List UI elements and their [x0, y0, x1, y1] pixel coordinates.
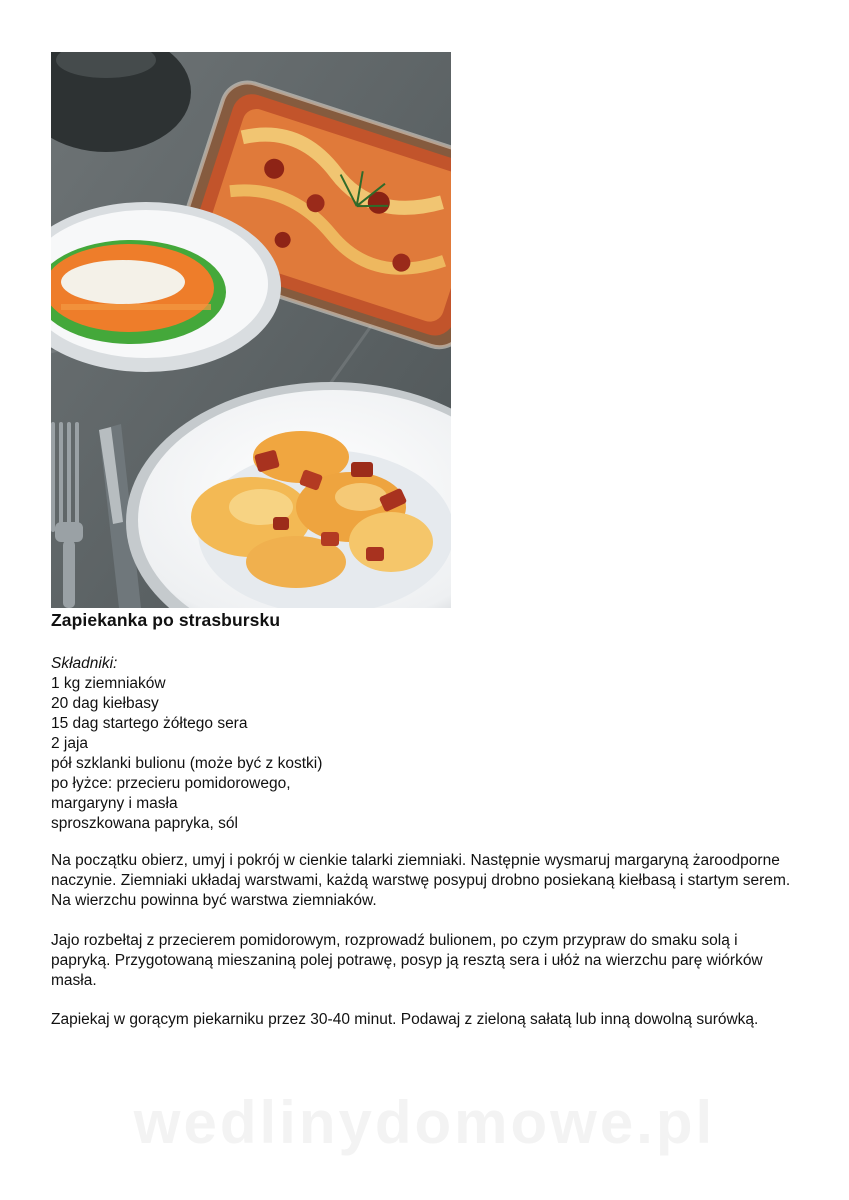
- ingredients-list: [51, 654, 322, 834]
- watermark: wedlinydomowe.pl: [133, 1089, 716, 1156]
- ingredient-item: po łyżce: przecieru pomidorowego,: [51, 775, 291, 792]
- ingredient-item: 20 dag kiełbasy: [51, 695, 159, 712]
- ingredient-item: 1 kg ziemniaków: [51, 675, 166, 692]
- ingredient-item: sproszkowana papryka, sól: [51, 815, 238, 832]
- recipe-photo: [51, 52, 451, 608]
- ingredient-item: 2 jaja: [51, 735, 89, 752]
- ingredient-item: pół szklanki bulionu (może być z kostki): [51, 755, 323, 772]
- instruction-paragraph-2: Jajo rozbełtaj z przecierem pomidorowym, rozprowadź bulionem, po czym przypraw do smaku solą i papryką. Przygotowaną mieszaniną polej potrawę, posyp ją resztą sera i ułóż na wierzchu parę wiórków masła.: [51, 932, 763, 989]
- instruction-paragraph-3: Zapiekaj w gorącym piekarniku przez 30-40 minut. Podawaj z zieloną sałatą lub inną dowolną surówką.: [51, 1011, 759, 1028]
- ingredient-item: 15 dag startego żółtego sera: [51, 715, 248, 732]
- ingredients-label: Składniki:: [51, 655, 118, 672]
- instruction-paragraph-1: Na początku obierz, umyj i pokrój w cienkie talarki ziemniaki. Następnie wysmaruj margaryną żaroodporne naczynie. Ziemniaki układaj warstwami, każdą warstwę posypuj drobno posiekaną kiełbasą i startym serem. Na wierzchu powinna być warstwa ziemniaków.: [51, 852, 791, 909]
- recipe-title: Zapiekanka po strasbursku: [51, 610, 281, 630]
- ingredient-item: margaryny i masła: [51, 795, 178, 812]
